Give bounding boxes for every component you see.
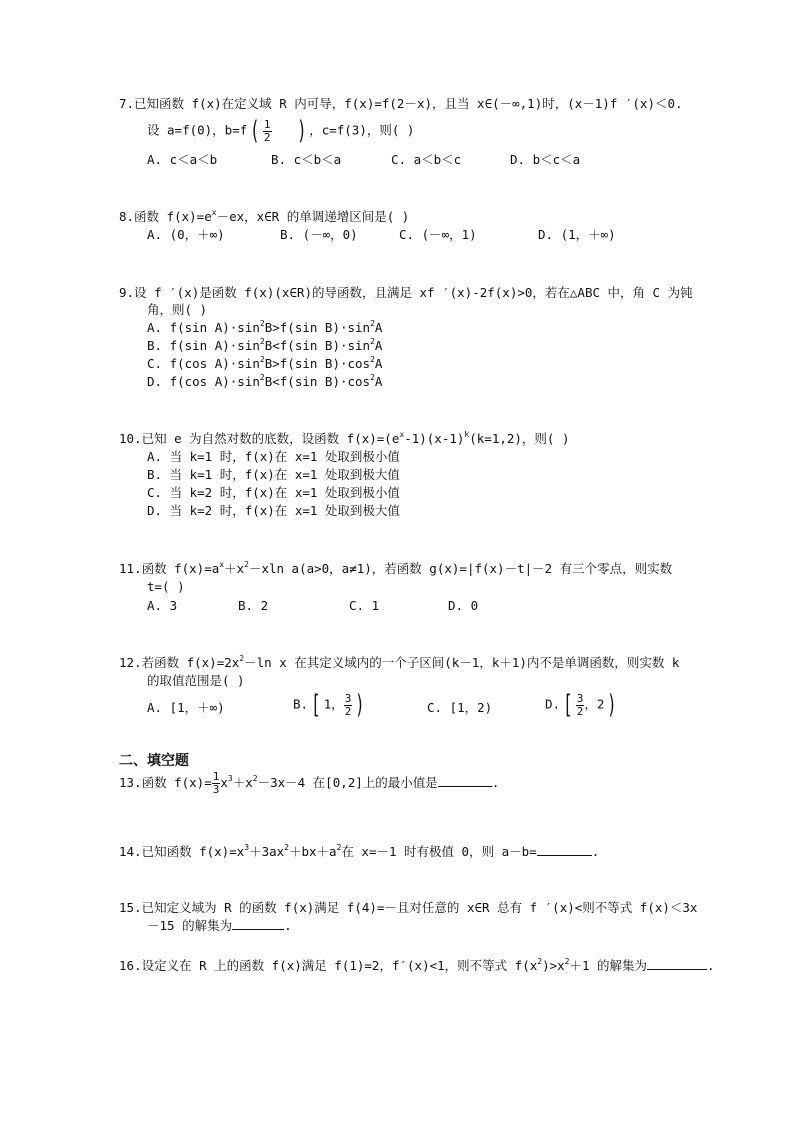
q7-stem-line1: 7.已知函数 f(x)在定义域 R 内可导，f(x)=f(2－x)，且当 x∈(－∞,1)时，(x－1)f ′(x)＜0. <box>119 96 683 111</box>
q12-stem-line1: 12.若函数 $f(x)=2x^2-\ln$ x 在其定义域内的一个子区间(k－1，k＋1)内不是单调函数，则实数 k <box>119 654 680 670</box>
q11-stem-line2: t=( ) <box>147 579 185 594</box>
q15-stem-line2: －15 的解集为 . <box>147 918 292 933</box>
q8-option-a: A. (0，＋∞) <box>147 227 225 242</box>
q14-stem: 14.已知函数 $f(x)=x^3+3ax^2+bx+a^2$在 x=－1 时有极值 0，则 a－b= . <box>119 843 600 859</box>
q15-stem-line1: 15.已知定义域为 R 的函数 f(x)满足 f(4)=－且对任意的 x∈R 总有 f ′(x)<则不等式 f(x)＜3x <box>119 900 698 915</box>
q10-option-b: B. 当 k=1 时，f(x)在 x=1 处取到极大值 <box>147 467 400 482</box>
q11-option-a: A. 3 <box>147 598 178 613</box>
q10-option-d: D. 当 k=2 时，f(x)在 x=1 处取到极大值 <box>147 503 400 518</box>
q16-answer-blank[interactable] <box>647 958 707 970</box>
q9-stem-line1: 9.设 f ′(x)是函数 f(x)(x∈R)的导函数，且满足 xf ′(x)-2f(x)>0，若在△ABC 中，角 C 为钝 <box>119 285 693 300</box>
q10-option-c: C. 当 k=2 时，f(x)在 x=1 处取到极小值 <box>147 485 400 500</box>
q11-option-c: C. 1 <box>349 598 380 613</box>
q7-stem-line2 <box>147 118 414 144</box>
q10-option-a: A. 当 k=1 时，f(x)在 x=1 处取到极小值 <box>147 449 400 464</box>
q9-stem-line2: 角，则( ) <box>147 302 208 317</box>
q11-option-d: D. 0 <box>448 598 479 613</box>
q7-option-d: D. b＜c＜a <box>510 152 581 167</box>
q8-stem: 8.函数 $f(x)=e^x-ex$，x∈R 的单调递增区间是( ) <box>119 208 410 224</box>
q8-option-c: C. (－∞，1) <box>399 227 477 242</box>
q12-option-d: D. [ $\frac{3}{2}$ ，2 ) <box>545 690 617 720</box>
q7-stem-line2-a: 设 a=f(0)，b=f <box>147 122 248 138</box>
q9-option-c: C. f(cos $A)\cdot\sin^2B>f(\sin$ $B)\cdot\cos^2A$ <box>147 355 383 371</box>
q15-answer-blank[interactable] <box>232 918 284 930</box>
q11-option-b: B. 2 <box>238 598 269 613</box>
q10-stem: 10.已知 e 为自然对数的底数，设函数 $f(x)=(e^x-1)(x-1)^k(k=1,2)$，则( ) <box>119 430 570 446</box>
q16-stem: 16.设定义在 R 上的函数 f(x)满足 f(1)=2，f′(x)<1，则不等式 $f(x^2)>x^2+1$ 的解集为 . <box>119 957 715 973</box>
q13-stem: 13.函数 f(x)= $\frac{1}{3}$ $x^3+x^2-3x-4$ 在[0,2]上的最小值是 . <box>119 770 500 796</box>
q7-stem-line2-b: ，c=f(3)，则( ) <box>309 122 415 138</box>
q9-option-a: A. f(sin $A)\cdot\sin^2B>f(\sin$ $B)\cdot\sin^2A$ <box>147 319 383 335</box>
q11-stem-line1: 11.函数 $f(x)=a^x+x^2-xln$ a(a>0，a≠1)，若函数 g(x)=|f(x)－t|－2 有三个零点，则实数 <box>119 560 673 576</box>
q12-option-b: B. [ 1， $\frac{3}{2}$ ) <box>293 690 365 720</box>
q12-stem-line2: 的取值范围是( ) <box>147 673 245 688</box>
q8-option-b: B. (－∞，0) <box>280 227 358 242</box>
q7-paren-right: ) <box>296 116 307 146</box>
q7-fraction: $\frac{1}{2}$ <box>263 117 271 144</box>
q12-option-c: C. [1，2) <box>427 700 493 715</box>
q13-answer-blank[interactable] <box>438 775 492 787</box>
q7-option-a: A. c＜a＜b <box>147 152 218 167</box>
q14-answer-blank[interactable] <box>537 844 592 856</box>
q8-option-d: D. (1，＋∞) <box>538 227 616 242</box>
q9-option-d: D. f(cos $A)\cdot\sin^2B<f(\sin$ $B)\cdot\cos^2A$ <box>147 373 383 389</box>
q7-option-b: B. c＜b＜a <box>271 152 342 167</box>
q9-option-b: B. f(sin $A)\cdot\sin^2B<f(\sin$ $B)\cdot\sin^2A$ <box>147 337 383 353</box>
q12-option-a: A. [1，＋∞) <box>147 700 225 715</box>
q7-option-c: C. a＜b＜c <box>391 152 462 167</box>
section-heading-fill-in: 二、填空题 <box>119 753 189 769</box>
q7-paren-left: ( <box>250 116 260 146</box>
